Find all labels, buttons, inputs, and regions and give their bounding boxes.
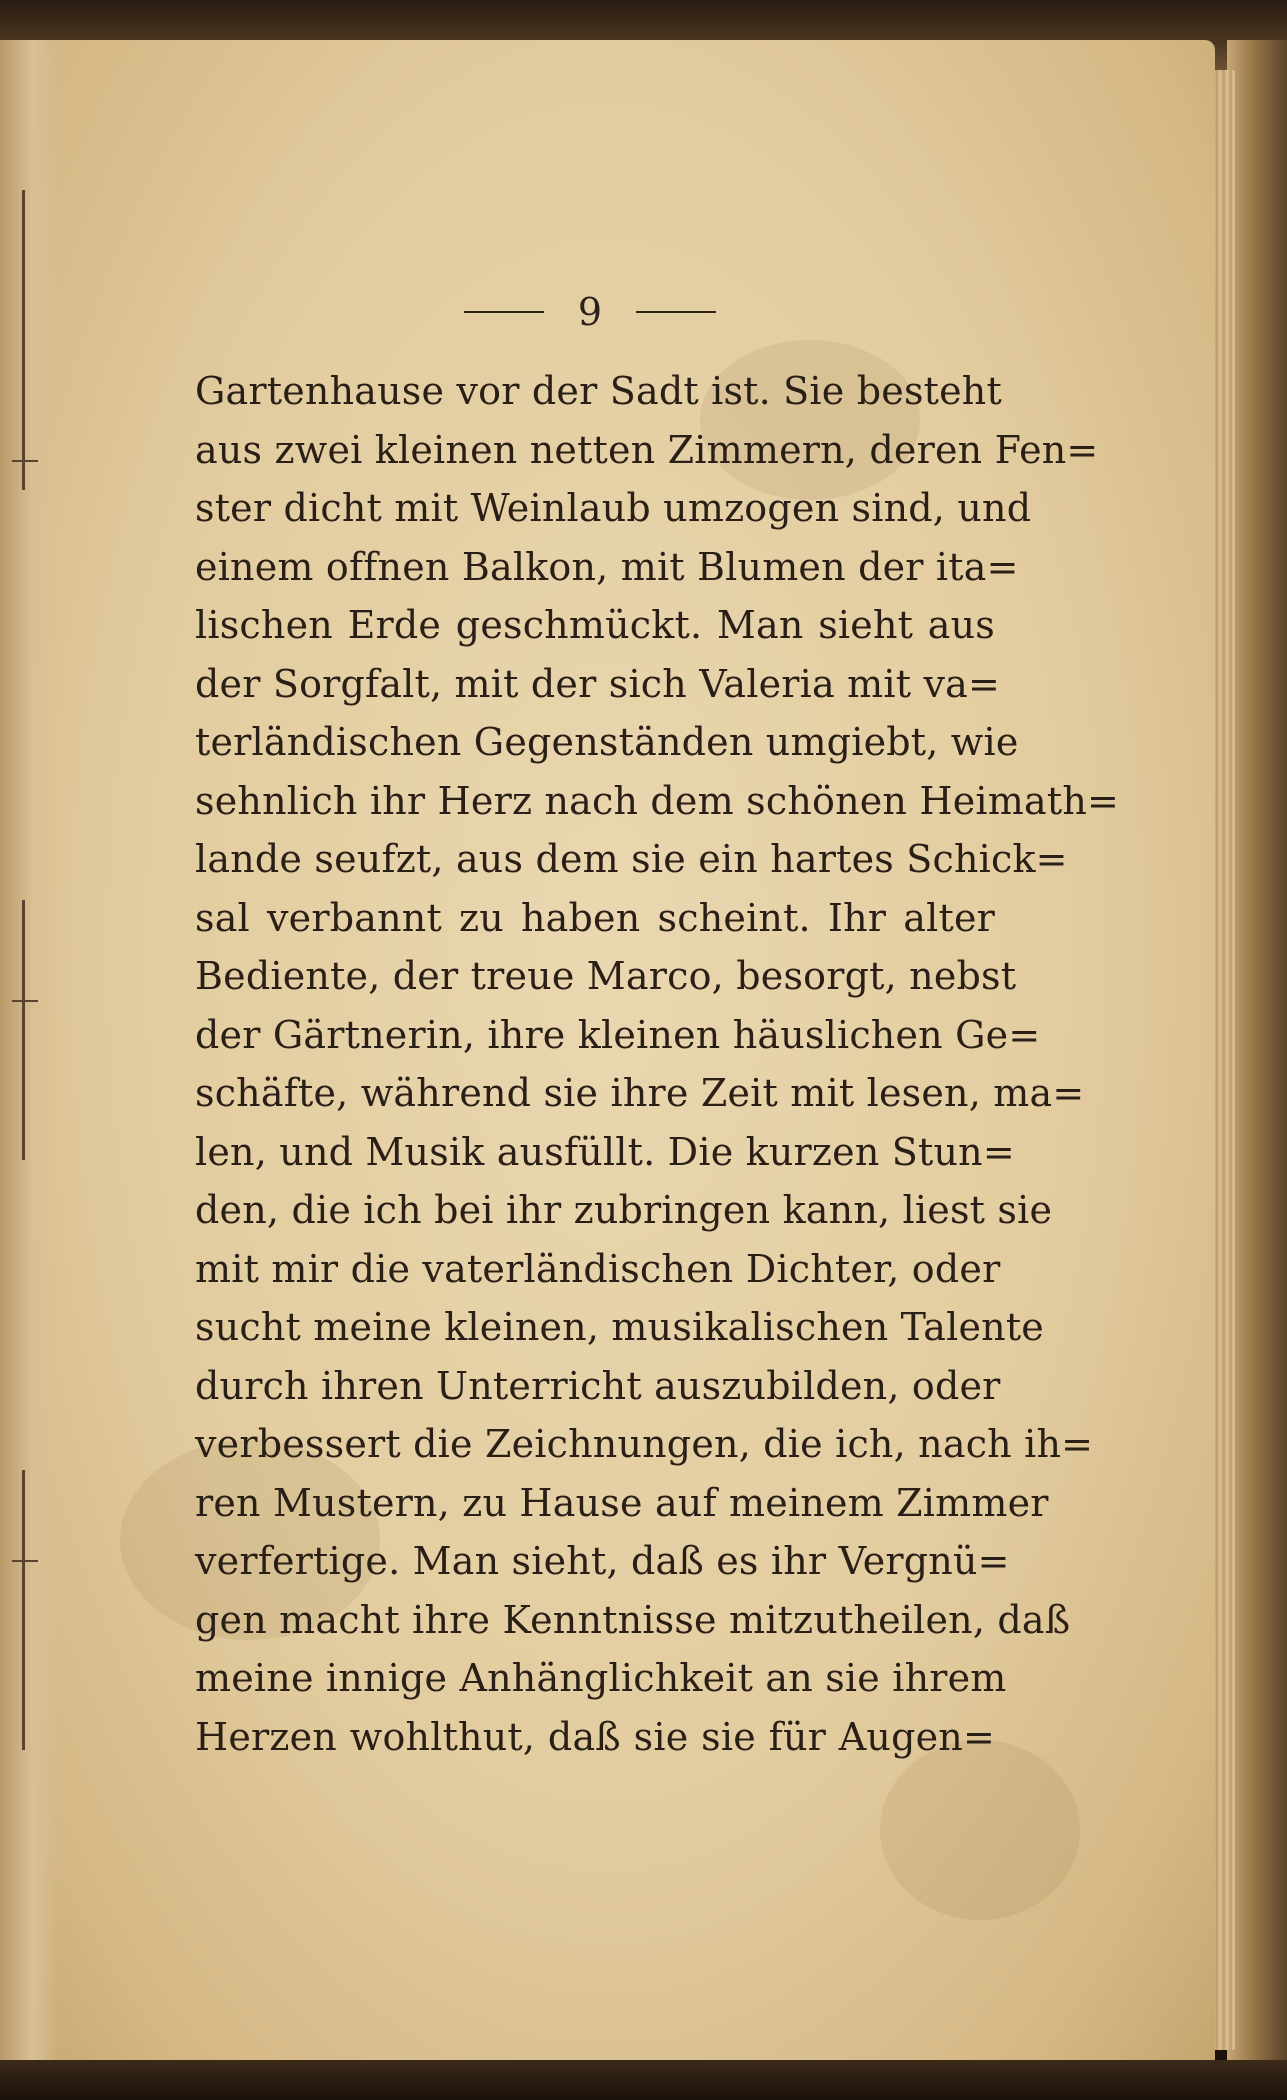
binding-thread (12, 1560, 38, 1562)
text-line: gen macht ihre Kenntnisse mitzutheilen, daß (195, 1597, 1071, 1642)
text-line: Bediente, der treue Marco, besorgt, nebst (195, 954, 1017, 998)
book-cover-bottom (0, 2060, 1287, 2100)
page-gutter (0, 40, 60, 2070)
text-line: schäfte, während sie ihre Zeit mit lesen, ma= (195, 1071, 1085, 1115)
page-header (440, 282, 740, 342)
binding-thread (22, 1470, 25, 1750)
binding-thread (12, 1000, 38, 1002)
paper-stain (880, 1740, 1080, 1920)
binding-thread (22, 900, 25, 1160)
text-line: sehnlich ihr Herz nach dem schönen Heimath= (195, 778, 1120, 823)
text-line: ster dicht mit Weinlaub umzogen sind, und (195, 486, 1032, 530)
page-number: 9 (577, 290, 603, 334)
text-line: verbessert die Zeichnungen, die ich, nach ih= (195, 1422, 1094, 1466)
text-line: Herzen wohlthut, daß sie sie für Augen= (195, 1714, 995, 1759)
text-line: durch ihren Unterricht auszubilden, oder (195, 1363, 1001, 1408)
header-rule-right (636, 311, 716, 313)
header-rule-left (464, 311, 544, 313)
text-line: lischen Erde geschmückt. Man sieht aus (195, 603, 995, 647)
text-line: einem offnen Balkon, mit Blumen der ita= (195, 544, 1019, 589)
binding-thread (22, 190, 25, 490)
text-line: sal verbannt zu haben scheint. Ihr alter (195, 895, 995, 940)
text-line: der Sorgfalt, mit der sich Valeria mit va= (195, 661, 1001, 706)
text-line: sucht meine kleinen, musikalischen Talente (195, 1305, 1044, 1349)
book-cover-edge (1227, 40, 1287, 2070)
text-line: verfertige. Man sieht, daß es ihr Vergnü= (195, 1539, 1010, 1583)
text-line: lande seufzt, aus dem sie ein hartes Schick= (195, 837, 1068, 881)
text-line: aus zwei kleinen netten Zimmern, deren Fen= (195, 427, 1099, 472)
text-line: len, und Musik ausfüllt. Die kurzen Stun= (195, 1129, 1015, 1174)
text-line: mit mir die vaterländischen Dichter, oder (195, 1246, 1001, 1291)
text-line: terländischen Gegenständen umgiebt, wie (195, 720, 1019, 764)
text-line: ren Mustern, zu Hause auf meinem Zimmer (195, 1480, 1049, 1525)
text-line: meine innige Anhänglichkeit an sie ihrem (195, 1656, 1007, 1700)
text-line: den, die ich bei ihr zubringen kann, liest sie (195, 1188, 1053, 1232)
text-line: Gartenhause vor der Sadt ist. Sie besteht (195, 369, 1002, 413)
text-line: der Gärtnerin, ihre kleinen häuslichen Ge= (195, 1012, 1041, 1057)
binding-thread (12, 460, 38, 462)
body-text (195, 362, 1120, 1766)
